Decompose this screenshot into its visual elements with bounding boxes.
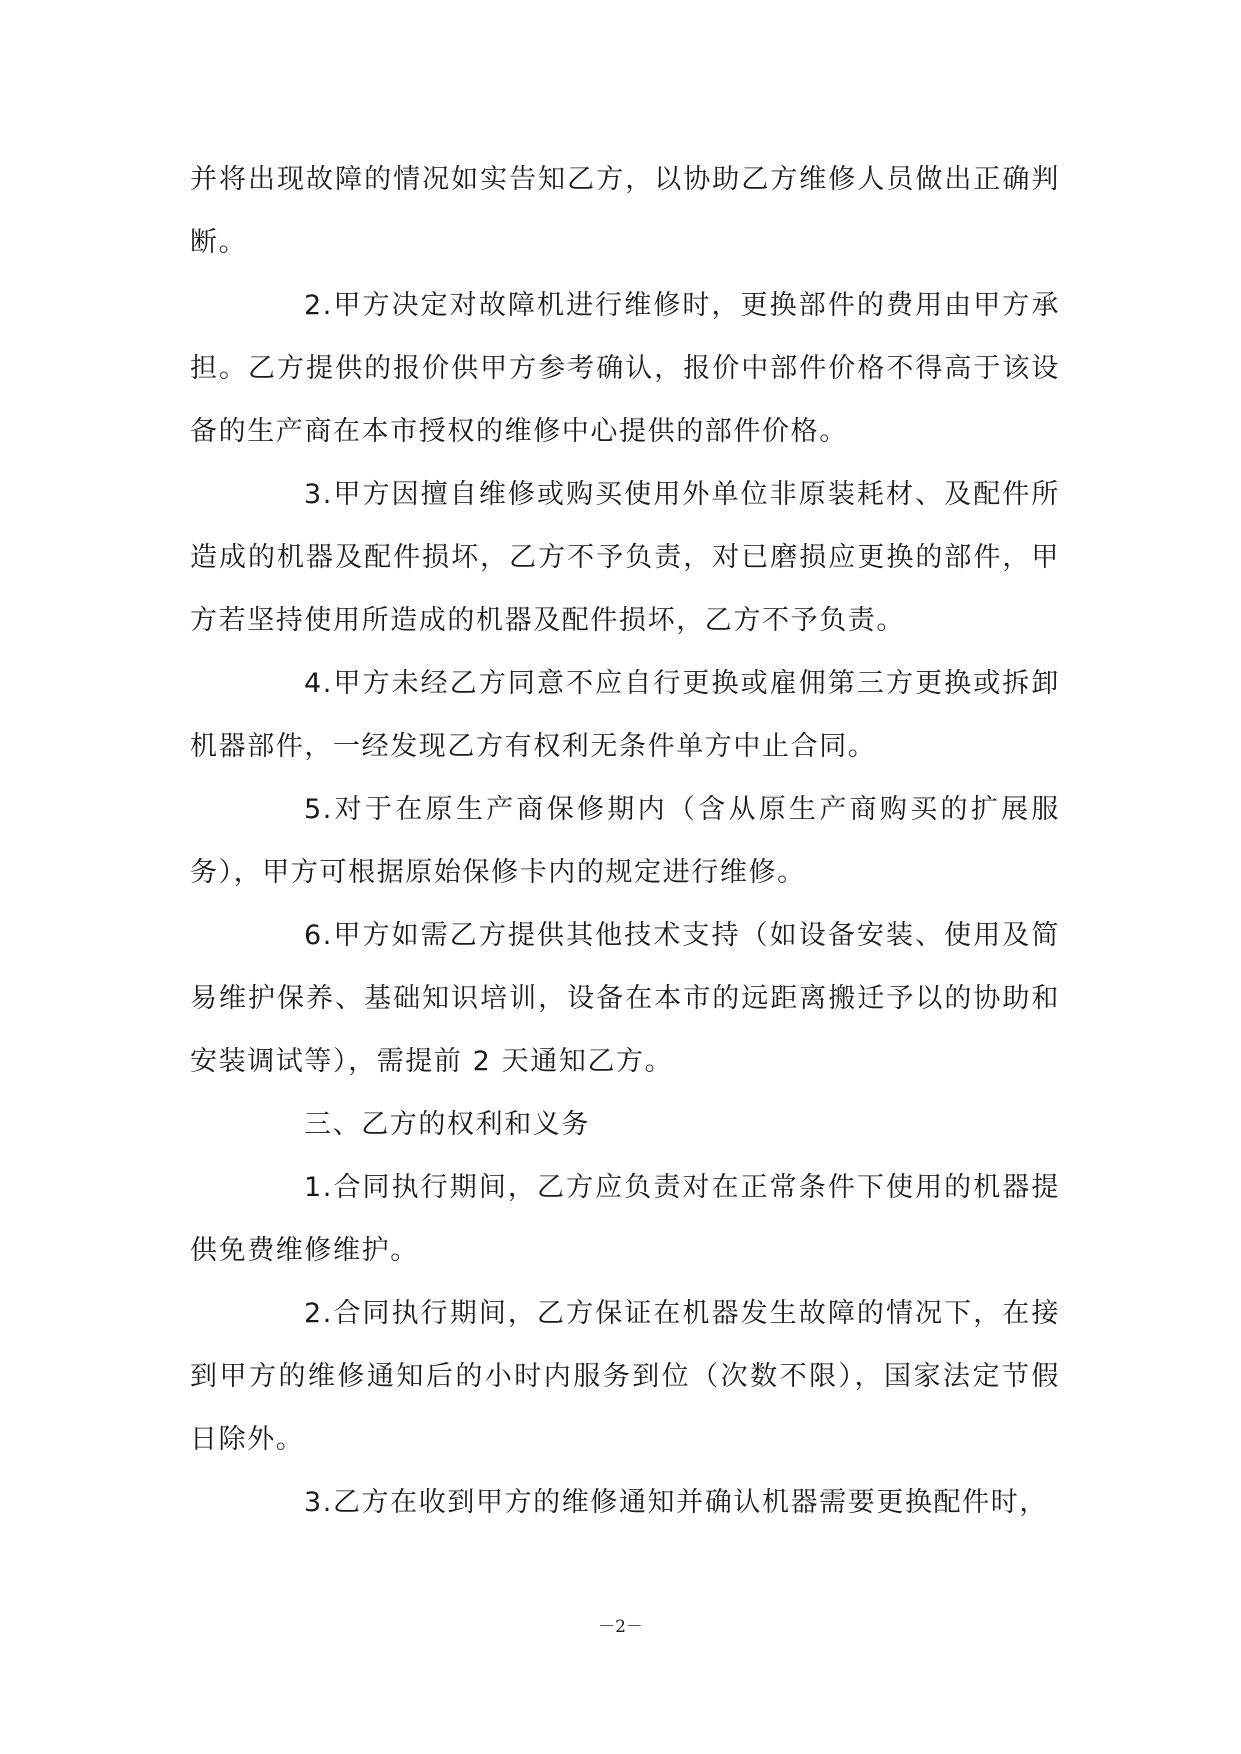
paragraph-item-3-b: 3.乙方在收到甲方的维修通知并确认机器需要更换配件时， xyxy=(304,1487,1048,1518)
paragraph-item-6: 6.甲方如需乙方提供其他技术支持（如设备安装、使用及简易维护保养、基础知识培训，设备在本市的远距离搬迁予以的协助和安装调试等），需提前 2 天通知乙方。 xyxy=(190,920,1060,1077)
paragraph-item-4: 4.甲方未经乙方同意不应自行更换或雇佣第三方更换或拆卸机器部件，一经发现乙方有权利无条件单方中止合同。 xyxy=(190,668,1060,762)
paragraph-item-1: 1.合同执行期间，乙方应负责对在正常条件下使用的机器提供免费维修维护。 xyxy=(190,1172,1060,1266)
paragraph-item-2: 2.甲方决定对故障机进行维修时，更换部件的费用由甲方承担。乙方提供的报价供甲方参考确认，报价中部件价格不得高于该设备的生产商在本市授权的维修中心提供的部件价格。 xyxy=(190,290,1060,447)
paragraph-continuation: 并将出现故障的情况如实告知乙方，以协助乙方维修人员做出正确判断。 xyxy=(190,164,1060,258)
paragraph-item-5: 5.对于在原生产商保修期内（含从原生产商购买的扩展服务），甲方可根据原始保修卡内的规定进行维修。 xyxy=(190,794,1060,888)
document-body xyxy=(190,148,1060,1534)
paragraph-item-3: 3.甲方因擅自维修或购买使用外单位非原装耗材、及配件所造成的机器及配件损坏，乙方不予负责，对已磨损应更换的部件，甲方若坚持使用所造成的机器及配件损坏，乙方不予负责。 xyxy=(190,479,1060,636)
page-number: －2－ xyxy=(598,1617,643,1637)
section-heading: 三、乙方的权利和义务 xyxy=(304,1109,590,1140)
paragraph-item-2-b: 2.合同执行期间，乙方保证在机器发生故障的情况下，在接到甲方的维修通知后的小时内服务到位（次数不限），国家法定节假日除外。 xyxy=(190,1298,1060,1455)
